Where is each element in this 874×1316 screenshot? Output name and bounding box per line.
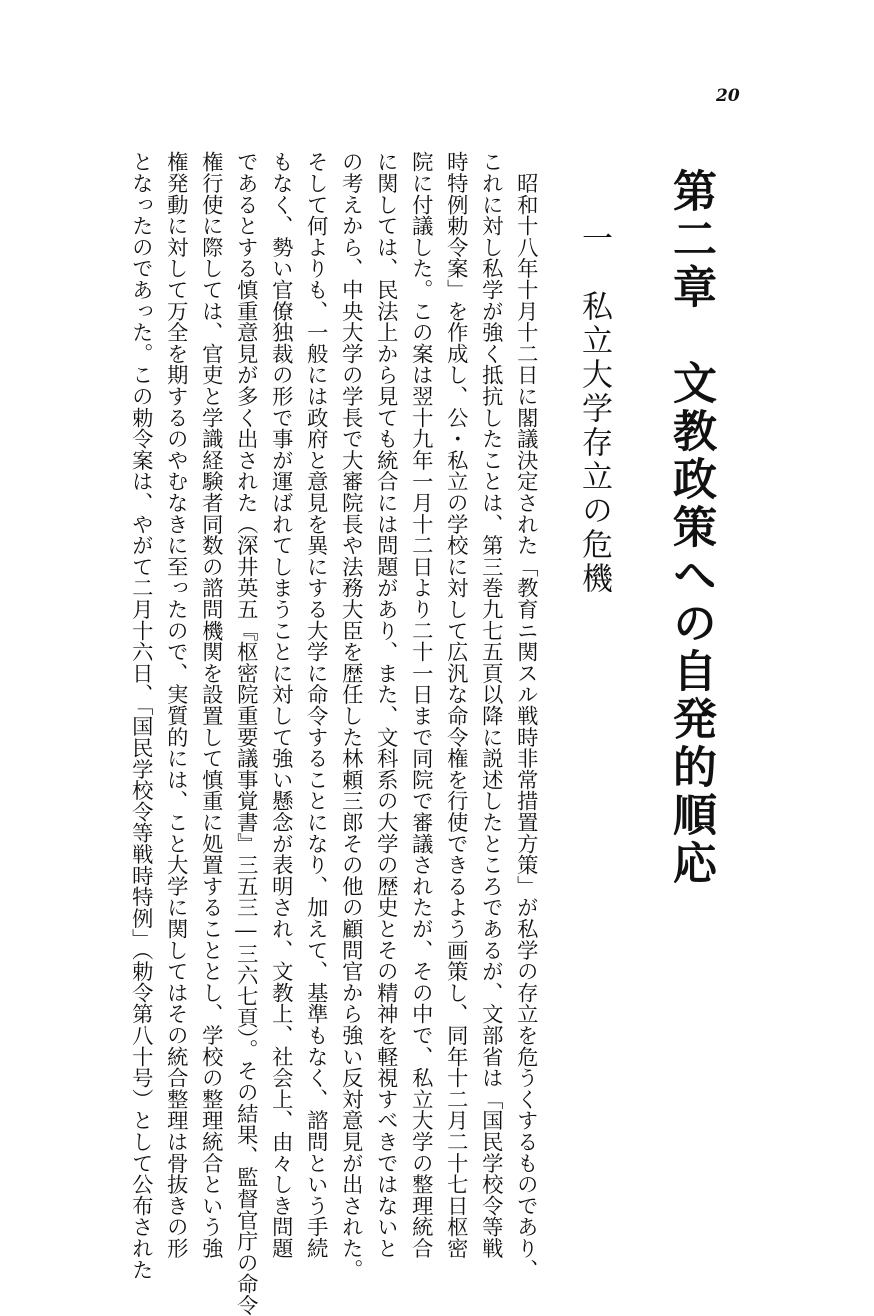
body-line: 院に付議した。この案は翌十九年一月十二日より二十一日まで同院で審議されたが、その中で、私立大学の整理統合 (408, 151, 434, 1259)
section-title: 一 私立大学存立の危機 (576, 222, 612, 596)
body-line: の考えから、中央大学の学長で大審院長や法務大臣を歴任した林頼三郎その他の顧問官から強い反対意見が出された。 (338, 151, 364, 1280)
body-line: 昭和十八年十月十二日に閣議決定された「教育ニ関スル戦時非常措置方策」が私学の存立を危うくするものであり、 (513, 151, 539, 1280)
body-line: 権行使に際しては、官吏と学識経験者同数の諮問機関を設置して慎重に処置することとし、学校の整理統合という強 (198, 151, 224, 1259)
body-line: もなく、勢い官僚独裁の形で事が運ばれてしまうことに対して強い懸念が表明され、文教上、社会上、由々しき問題 (268, 151, 294, 1259)
body-line: これに対し私学が強く抵抗したことは、第三巻九七五頁以降に説述したところであるが、文部省は「国民学校令等戦 (478, 151, 504, 1259)
body-line: 時特例勅令案」を作成し、公・私立の学校に対して広汎な命令権を行使できるよう画策し、同年十二月二十七日枢密 (443, 151, 469, 1259)
body-line: 権発動に対して万全を期するのやむなきに至ったので、実質的には、こと大学に関してはその統合整理は骨抜きの形 (163, 151, 189, 1259)
body-line: そして何よりも、一般には政府と意見を異にする大学に命令することになり、加えて、基準もなく、諮問という手続 (303, 151, 329, 1259)
body-line: となったのであった。この勅令案は、やがて二月十六日、「国民学校令等戦時特例」（勅令第八十号）として公布された (128, 151, 154, 1280)
page-number: 20 (716, 86, 740, 106)
chapter-title: 第二章 文教政策への自発的順応 (665, 168, 716, 888)
body-line: に関しては、民法上から見ても統合には問題があり、また、文科系の大学の歴史とその精神を軽視すべきではないと (373, 151, 399, 1259)
body-line: であるとする慎重意見が多く出された（深井英五『枢密院重要議事覚書』三五三―三六七頁）。その結果、監督官庁の命令 (233, 151, 259, 1316)
